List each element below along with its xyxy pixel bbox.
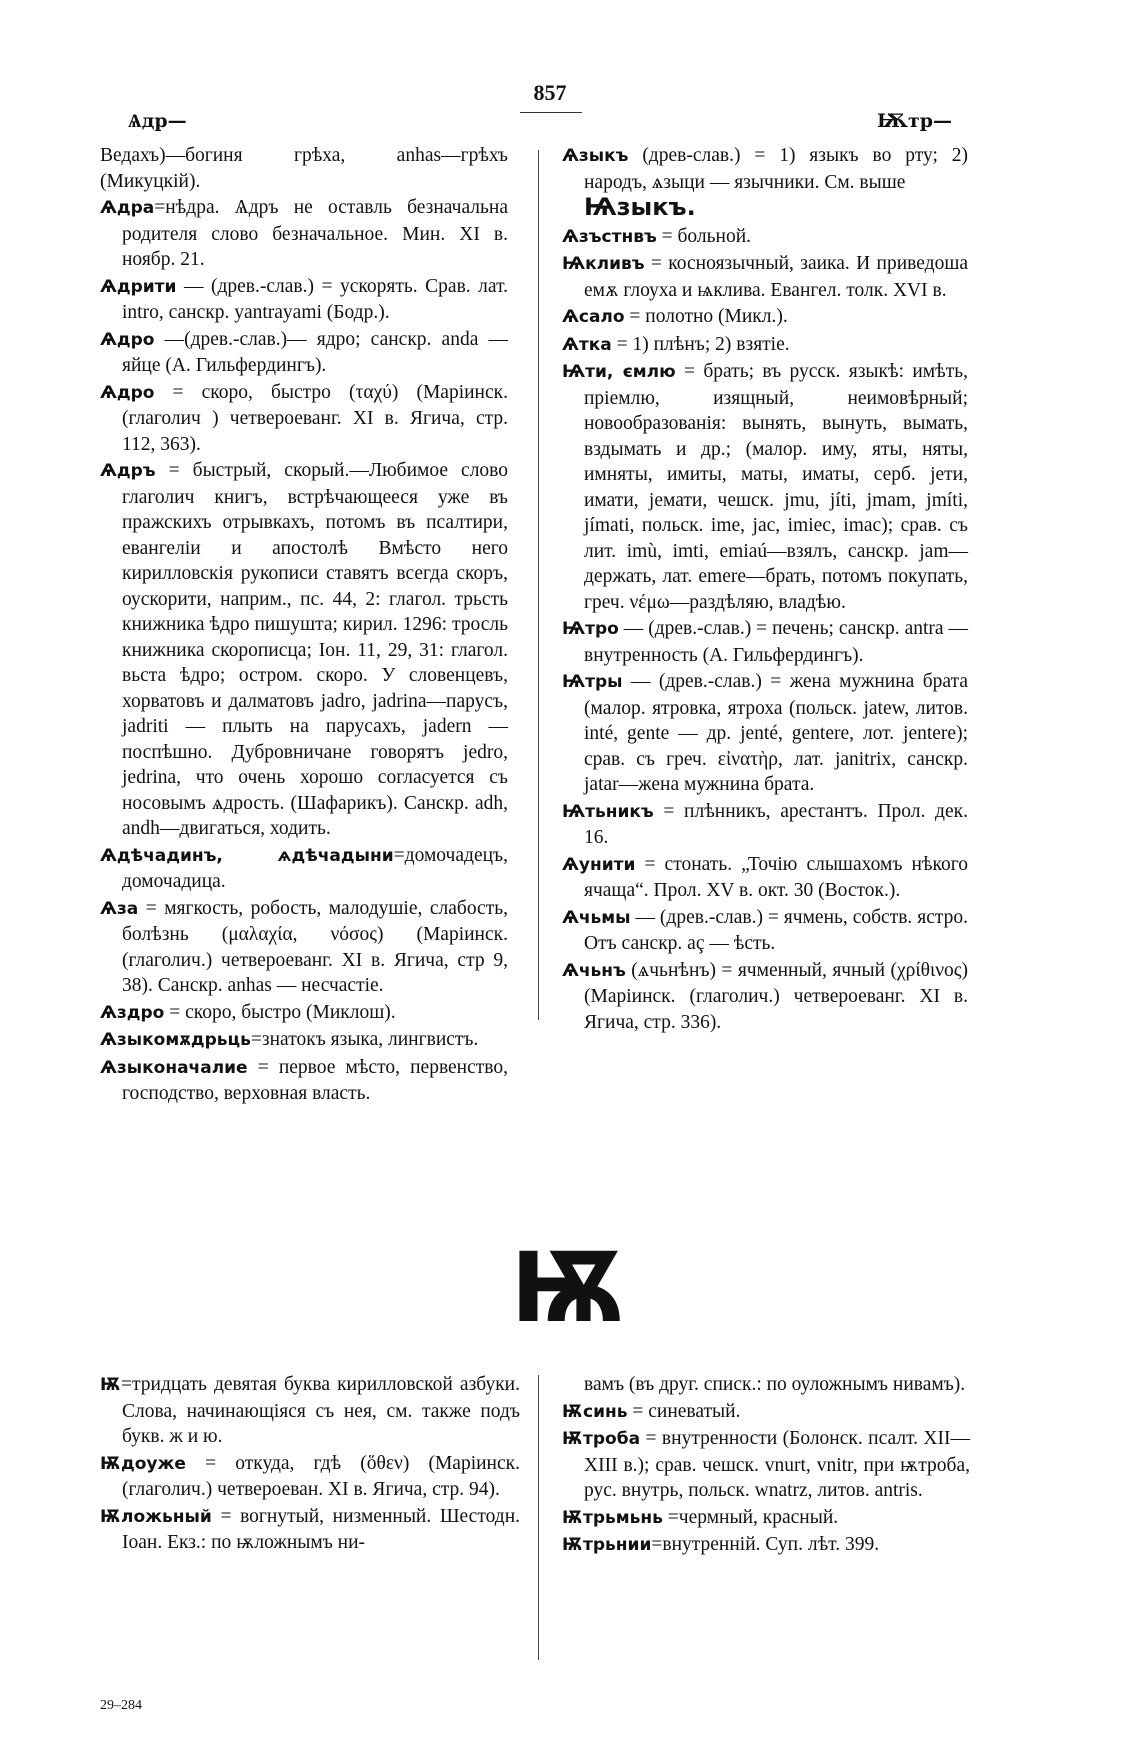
entry-text: = полотно (Микл.). [629,306,788,327]
section-letter [500,1235,640,1335]
dictionary-entry [562,852,968,904]
entry-text: =знатокъ языка, лингвистъ. [250,1029,479,1050]
entry-text: = быстрый, скорый.—Любимое слово глаголич книгъ, встрѣчающееся уже въ пражскихъ отрывкахъ, потомъ въ псалтири, евангеліи и апостолѣ Вмѣсто него кирилловскія рукописи ставятъ всегда скоръ, оускорити, наприм., пс. 44, 2: глагол. трьсть книжника ѣдро пишушта; кирил. 1296: тросль книжника скорописца; Іон. 11, 29, 31: глагол. вьста ѣдро; остром. скоро. У словенцевъ, хорватовъ и далматовъ jadro, jadrina—парусъ, jadriti — плыть на парусахъ, jadern — поспѣшно. Дубровничане говорятъ jedro, jedrina, что очень хорошо согласуется съ носовымъ ѧдрость. (Шафарикъ). Санскр. adh, andh—двигаться, ходить. [122,460,509,839]
dictionary-entry [100,1504,520,1556]
dictionary-entry [562,616,968,668]
dictionary-entry [562,143,968,223]
page-number-rule [520,112,582,113]
entry-headword: Ѭдоуже [100,1453,186,1474]
entry-headword: Ѧдро [100,382,155,403]
entry-text: (древ-слав.) = 1) языкъ во рту; 2) народъ, ѧзыци — язычники. См. выше [584,145,968,193]
dictionary-entry [562,1426,970,1504]
dictionary-entry [100,896,508,999]
dictionary-entry [100,195,508,273]
entry-headword: Ѭтрьмьнь [562,1507,663,1528]
page-number: 857 [533,80,567,105]
entry-headword: Ѩти, ємлю [562,362,676,382]
entry-headword: Ѭтрьнии [562,1535,652,1555]
column-divider-bottom [538,1375,539,1660]
dictionary-entry [562,332,968,359]
entry-headword: Ѭложьный [100,1506,212,1527]
dictionary-entry [100,327,508,379]
entry-headword: Ѧздро [100,1002,165,1023]
entry-headword: Ѭтроба [562,1429,641,1449]
printer-signature: 29–284 [100,1698,142,1713]
entry-text: = косноязычный, заика. И приведоша емѫ глоуха и ѩклива. Евангел. толк. XVI в. [584,253,969,301]
dictionary-entry [100,1027,508,1054]
entry-text: — (древ.-слав.) = ячмень, собств. ястро. Отъ санскр. aç — ѣсть. [584,906,968,954]
entry-headword: Ѩтьникъ [562,801,654,822]
entry-headword: Ѧдѣчадинъ, ѧдѣчадыни [100,845,394,866]
dictionary-entry [562,1532,970,1559]
entry-text: = больной. [661,225,752,247]
entry-text: =чермный, красный. [667,1506,839,1528]
entry-crossref-headword: Ѩзыкъ. [584,193,696,221]
entry-text: Ведахъ)—богиня грѣха, anhas—грѣхъ (Микуцкій). [100,145,508,192]
bottom-right-column [562,1372,970,1560]
running-head-left: Ѧдр— [128,110,187,132]
entry-headword: Ѧзыкъ [562,146,629,166]
entry-headword: Ѩкливъ [562,254,645,274]
entry-text: —(древ.-слав.)— ядро; санскр. anda — яйце (А. Гильфердингъ). [122,328,509,376]
dictionary-entry [562,359,968,615]
section-letter-glyph: Ѭ [510,1235,630,1335]
column-divider [538,150,539,1020]
entry-headword: Ѧсало [562,307,625,327]
entry-text: = стонать. „Точію слышахомъ нѣкого ячаща“. Прол. XV в. окт. 30 (Восток.). [584,853,969,901]
entry-text: = скоро, быстро (ταχύ) (Маріинск. (глаголич ) четвероеванг. XI в. Ягича, стр. 112, 363). [122,381,508,455]
entry-text: = плѣнникъ, арестантъ. Прол. дек. 16. [584,800,968,848]
dictionary-entry [100,1000,508,1027]
entry-text: = откуда, гдѣ (ὅθεν) (Маріинск. (глаголич.) четвероеван. XI в. Ягича, стр. 94). [122,1452,520,1500]
entry-headword: Ѩтро [562,619,619,639]
entry-text: (ѧчьнѣнъ) = ячменный, ячный (χρίθινος) (Маріинск. (глаголич.) четвероеванг. XI в. Ягича, стр. 336). [584,959,969,1033]
entry-headword: Ѩтры [562,672,623,692]
entry-text: = синеватый. [632,1400,741,1422]
dictionary-entry [100,380,508,458]
dictionary-entry [562,669,968,798]
entry-headword: Ѧза [100,898,139,919]
dictionary-entry [562,958,968,1036]
entry-headword: Ѧдрити [100,276,177,297]
dictionary-entry [562,799,968,851]
right-column [562,143,968,1036]
dictionary-entry [100,458,508,842]
entry-text: — (древ.-слав.) = жена мужнина брата (малор. ятровка, ятроха (польск. jatew, литов. inté, gente — др. jenté, gentere, лот. jentere); срав. съ греч. εἰνατὴρ, лат. janitrix, санскр. jatar—жена мужнина брата. [584,671,968,795]
bottom-left-column [100,1372,520,1557]
running-head-right: Ѭтр— [877,110,953,132]
entry-text: — (древ.-слав.) = печень; санскр. antra — внутренность (А. Гильфердингъ). [584,618,968,666]
entry-headword: Ѧдръ [100,461,156,481]
entry-text: = внутренности (Болонск. псалт. XII—XIII в.); срав. чешск. vnurt, vnitr, при ѭтроба, рус. внутрь, польск. wnatrz, литов. antris. [584,1428,971,1501]
entry-headword: Ѧчьнъ [562,960,626,981]
dictionary-entry [562,905,968,957]
entry-headword: Ѧтка [562,334,612,355]
entry-text: = вогнутый, низменный. Шестодн. Іоан. Екз.: по ѭложнымъ ни- [122,1505,520,1553]
dictionary-entry [100,1451,520,1503]
dictionary-entry [562,224,968,251]
entry-headword: Ѧдра [100,198,155,218]
dictionary-entry [100,1055,508,1107]
entry-text: = первое мѣсто, первенство, господство, верховная власть. [122,1056,508,1104]
entry-headword: Ѧзыконачалие [100,1057,248,1078]
entry-headword: Ѭ [100,1375,122,1395]
entry-headword: Ѧзыкомѫдрьць [100,1030,251,1050]
entry-text: = 1) плѣнъ; 2) взятіе. [616,333,790,355]
dictionary-entry [562,1372,970,1398]
dictionary-entry [562,304,968,331]
entry-text: = мягкость, робость, малодушіе, слабость, болѣзнь (μαλαχία, νόσος) (Маріинск. (глаголич.) четвероеванг. XI в. Ягича, стр 9, 38). Санскр. anhas — несчастіе. [122,897,508,996]
entry-text: вамъ (въ друг. списк.: по оуложнымъ нивамъ). [584,1374,966,1395]
dictionary-entry [100,1372,520,1450]
dictionary-entry [100,843,508,895]
dictionary-entry [100,143,508,194]
entry-text: =внутренній. Суп. лѣт. 399. [651,1534,880,1555]
dictionary-entry [562,1399,970,1426]
entry-headword: Ѧунити [562,854,636,875]
entry-text: =тридцать девятая буква кирилловской азбуки. Слова, начинающіяся съ нея, см. также подъ букв. ж и ю. [121,1374,520,1447]
dictionary-entry [562,1505,970,1532]
left-column [100,143,508,1108]
entry-text: = брать; въ русск. языкѣ: имѣть, пріемлю, изящный, неимовѣрный; новообразованія: вынять, вынуть, вымать, вздымать и др.; (малор. иму, яты, няты, имняты, имиты, маты, иматы, серб. jети, имати, jемати, чешск. jmu, jíti, jmam, jmíti, jímati, польск. ime, jac, imiec, imac); срав. съ лит. imù, imti, emiaú—взялъ, санскр. jam—держать, лат. emere—брать, потомъ покупать, греч. νέμω—раздѣляю, владѣю. [584,361,969,613]
entry-headword: Ѧдро [100,329,155,350]
dictionary-entry [100,274,508,326]
entry-text: — (древ.-слав.) = ускорять. Срав. лат. intro, санскр. yantrayami (Бодр.). [122,275,508,323]
dictionary-entry [562,251,968,303]
entry-headword: Ѧзъстнвъ [562,226,657,247]
entry-headword: Ѧчьмы [562,907,631,928]
entry-headword: Ѭсинь [562,1401,628,1422]
entry-text: = скоро, быстро (Миклош). [169,1001,396,1023]
entry-text: =домочадецъ, домочадица. [122,844,508,892]
entry-text: =нѣдра. Ѧдръ не оставль безначальна родителя слово безначальное. Мин. XI в. ноябр. 21. [122,197,508,270]
